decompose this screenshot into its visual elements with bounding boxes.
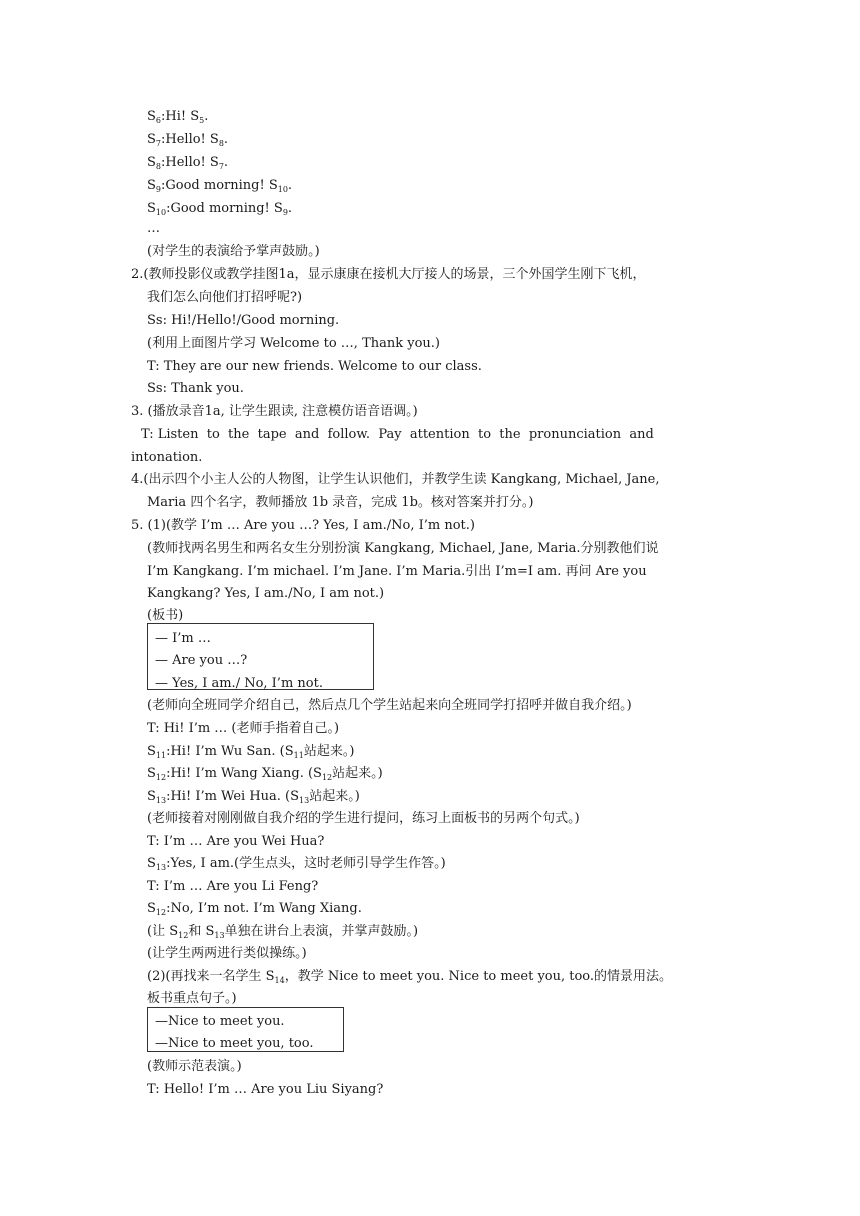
text-line: [131, 471, 660, 489]
text-line: [155, 675, 323, 693]
text-run: T: Listen to the tape and follow. Pay attention to the pronunciation and: [141, 427, 654, 442]
text-run: 4.(出示四个小主人公的人物图，让学生认识他们，并教学生读 Kangkang, Michael, Jane,: [131, 472, 660, 487]
text-run: .: [287, 201, 293, 216]
text-run: (教师找两名男生和两名女生分别扮演 Kangkang, Michael, Jane, Maria.分别教他们说: [147, 541, 659, 556]
text-line: [147, 855, 446, 877]
subscript: 9: [282, 208, 288, 217]
subscript: 14: [274, 976, 285, 985]
text-run: (老师接着对刚刚做自我介绍的学生进行提问，练习上面板书的另两个句式。): [147, 811, 580, 826]
text-run: 5. (1)(教学 I’m … Are you …? Yes, I am./No, I’m not.): [131, 518, 475, 533]
text-line: [147, 1058, 242, 1076]
text-line: [147, 585, 384, 603]
text-line: [131, 517, 475, 535]
text-run: 板书重点句子。): [147, 991, 237, 1006]
text-line: [147, 131, 228, 153]
text-run: T: I’m … Are you Li Feng?: [147, 879, 319, 894]
text-line: [147, 540, 659, 558]
text-run: — Are you …?: [155, 653, 248, 668]
subscript: 9: [155, 185, 161, 194]
text-line: [131, 266, 646, 284]
text-run: I’m Kangkang. I’m michael. I’m Jane. I’m Maria.引出 I’m=I am. 再问 Are you: [147, 564, 647, 579]
text-run: 3. (播放录音1a, 让学生跟读, 注意模仿语音语调。): [131, 404, 418, 419]
text-run: S: [147, 744, 156, 759]
text-run: 单独在讲台上表演，并掌声鼓励。): [224, 924, 419, 939]
subscript: 10: [277, 185, 288, 194]
text-run: :Hi! S: [161, 109, 200, 124]
text-line: [147, 312, 339, 330]
subscript: 5: [199, 116, 205, 125]
text-line: [147, 358, 482, 376]
text-run: S: [147, 901, 156, 916]
text-line: [147, 380, 244, 398]
text-run: 站起来。): [303, 744, 355, 759]
text-line: [147, 220, 160, 238]
text-run: :Hello! S: [161, 155, 219, 170]
text-line: [147, 494, 533, 512]
subscript: 7: [155, 139, 161, 148]
subscript: 12: [321, 773, 333, 782]
text-run: — I’m …: [155, 631, 211, 646]
text-line: [147, 923, 418, 945]
text-run: (对学生的表演给予掌声鼓励。): [147, 244, 320, 259]
text-run: S: [147, 766, 156, 781]
text-run: (老师向全班同学介绍自己，然后点几个学生站起来向全班同学打招呼并做自我介绍。): [147, 698, 632, 713]
text-run: T: They are our new friends. Welcome to our class.: [147, 359, 482, 374]
text-run: ，教学 Nice to meet you. Nice to meet you, too.的情景用法。: [284, 969, 673, 984]
text-line: [147, 833, 324, 851]
text-run: …: [147, 221, 160, 236]
subscript: 10: [155, 208, 167, 217]
text-run: (2)(再找来一名学生 S: [147, 969, 275, 984]
text-run: S: [147, 178, 156, 193]
text-run: intonation.: [131, 450, 203, 465]
text-run: 我们怎么向他们打招呼呢?): [147, 290, 303, 305]
text-line: [147, 243, 320, 261]
text-line: [147, 177, 292, 199]
text-run: S: [147, 132, 156, 147]
text-run: :Good morning! S: [166, 201, 283, 216]
text-run: 和 S: [188, 924, 215, 939]
subscript: 12: [155, 908, 167, 917]
text-line: [147, 968, 672, 990]
subscript: 6: [155, 116, 161, 125]
text-line: [147, 810, 580, 828]
text-line: [141, 426, 654, 444]
text-run: (板书): [147, 608, 184, 623]
text-run: .: [223, 132, 229, 147]
text-line: [147, 900, 362, 922]
text-line: [147, 108, 208, 130]
text-run: S: [147, 109, 156, 124]
text-line: [147, 154, 228, 176]
text-line: [155, 1013, 285, 1031]
text-line: [147, 743, 354, 765]
text-run: T: Hello! I’m … Are you Liu Siyang?: [147, 1082, 384, 1097]
text-run: :No, I’m not. I’m Wang Xiang.: [166, 901, 362, 916]
text-run: .: [204, 109, 209, 124]
text-line: [155, 652, 247, 670]
text-run: :Hello! S: [161, 132, 219, 147]
text-line: [147, 878, 318, 896]
text-line: [155, 1035, 313, 1053]
subscript: 12: [155, 773, 167, 782]
text-run: —Nice to meet you, too.: [155, 1036, 314, 1051]
text-run: T: Hi! I’m … (老师手指着自己。): [147, 721, 340, 736]
text-run: S: [147, 856, 156, 871]
text-line: [147, 697, 632, 715]
text-run: 站起来。): [309, 789, 360, 804]
text-run: T: I’m … Are you Wei Hua?: [147, 834, 325, 849]
text-run: (让学生两两进行类似操练。): [147, 946, 307, 961]
text-run: :Hi! I’m Wang Xiang. (S: [166, 766, 322, 781]
text-line: [147, 289, 302, 307]
text-line: [155, 630, 211, 648]
text-line: [147, 335, 440, 353]
text-run: Maria 四个名字，教师播放 1b 录音，完成 1b。核对答案并打分。): [147, 495, 534, 510]
text-run: 2.(教师投影仪或教学挂图1a，显示康康在接机大厅接人的场景，三个外国学生刚下飞机，: [131, 267, 646, 282]
text-line: [147, 945, 307, 963]
text-line: [131, 403, 418, 421]
text-run: Ss: Hi!/Hello!/Good morning.: [147, 313, 340, 328]
text-line: [147, 788, 360, 810]
text-line: [147, 990, 237, 1008]
subscript: 7: [218, 162, 224, 171]
subscript: 8: [155, 162, 161, 171]
text-run: Kangkang? Yes, I am./No, I am not.): [147, 586, 385, 601]
text-line: [147, 563, 647, 581]
text-run: — Yes, I am./ No, I’m not.: [155, 676, 323, 691]
text-line: [147, 200, 292, 222]
text-run: —Nice to meet you.: [155, 1014, 285, 1029]
text-line: [147, 1081, 383, 1099]
subscript: 13: [155, 796, 167, 805]
subscript: 12: [178, 931, 189, 940]
text-run: S: [147, 201, 156, 216]
text-line: [147, 607, 183, 625]
text-run: .: [223, 155, 229, 170]
subscript: 13: [155, 863, 167, 872]
subscript: 8: [218, 139, 224, 148]
text-run: :Hi! I’m Wei Hua. (S: [166, 789, 300, 804]
text-run: :Yes, I am.(学生点头，这时老师引导学生作答。): [166, 856, 446, 871]
text-run: .: [287, 178, 293, 193]
text-run: 站起来。): [332, 766, 383, 781]
text-run: S: [147, 789, 156, 804]
text-run: :Good morning! S: [161, 178, 278, 193]
subscript: 13: [214, 931, 225, 940]
subscript: 11: [293, 751, 304, 760]
subscript: 11: [155, 751, 167, 760]
text-line: [131, 449, 202, 467]
text-run: (教师示范表演。): [147, 1059, 242, 1074]
subscript: 13: [299, 796, 310, 805]
text-line: [147, 765, 383, 787]
text-run: Ss: Thank you.: [147, 381, 244, 396]
text-run: (利用上面图片学习 Welcome to …, Thank you.): [147, 336, 440, 351]
text-run: :Hi! I’m Wu San. (S: [166, 744, 294, 759]
text-line: [147, 720, 339, 738]
text-run: (让 S: [147, 924, 179, 939]
text-run: S: [147, 155, 156, 170]
